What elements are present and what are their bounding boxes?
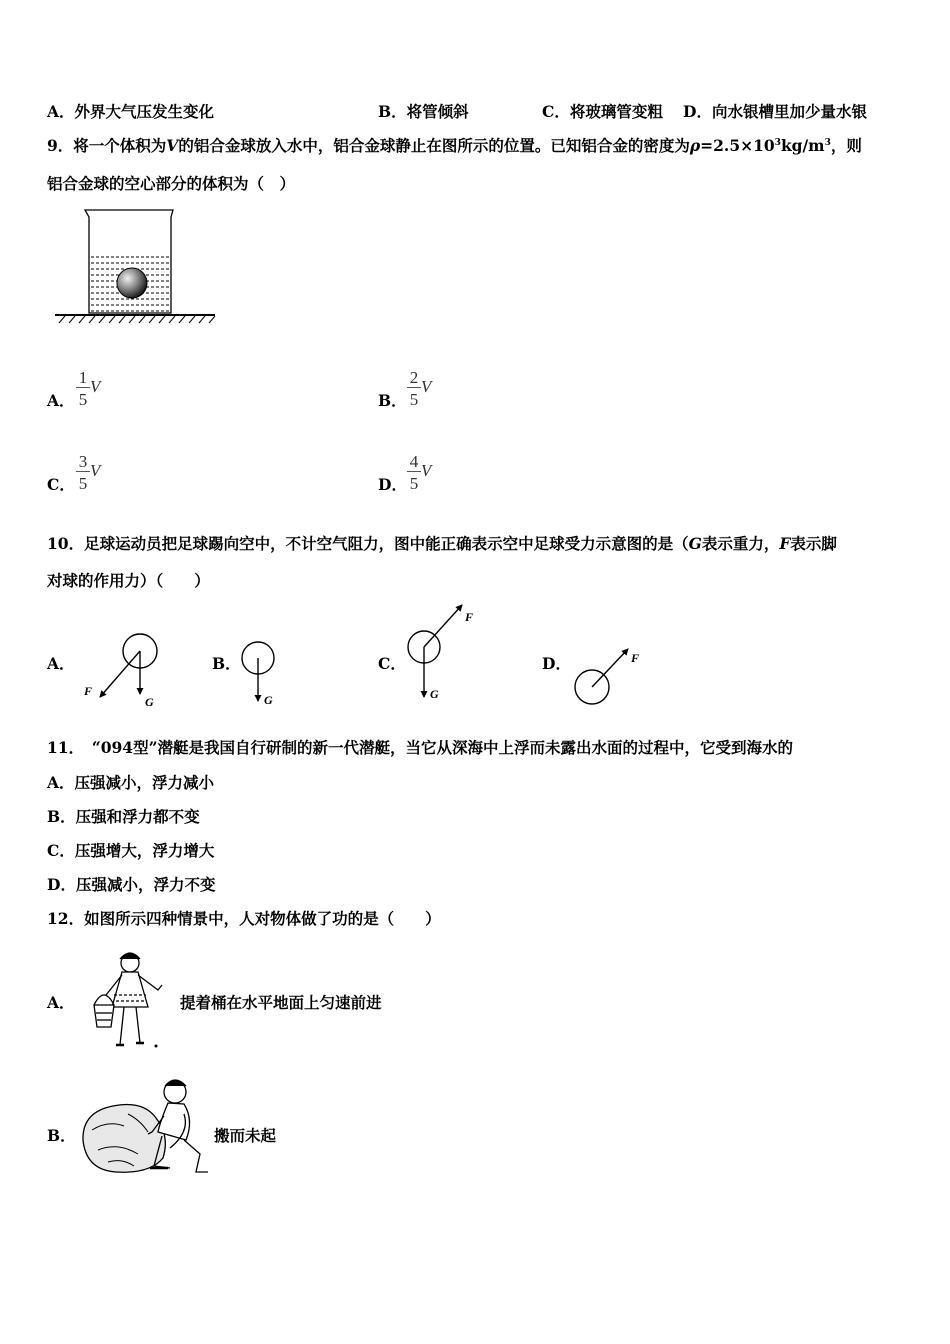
q8-option-a: A．外界大气压发生变化 <box>47 102 215 121</box>
variable: V <box>421 461 432 480</box>
label-f-c: F <box>465 610 474 624</box>
q11-option-a: A．压强减小，浮力减小 <box>47 773 215 792</box>
girl-carrying-bucket-figure <box>80 945 180 1055</box>
fraction-bar <box>407 387 421 388</box>
fraction-bar <box>407 471 421 472</box>
numerator: 1 <box>78 368 88 387</box>
q11-option-b: B．压强和浮力都不变 <box>47 807 200 826</box>
q9-option-b-letter: B． <box>378 391 407 410</box>
variable: V <box>90 377 101 396</box>
label-g-a: G <box>145 695 154 709</box>
label-g-c: G <box>430 687 439 701</box>
denominator: 5 <box>78 474 88 493</box>
q8-option-b: B．将管倾斜 <box>378 102 469 121</box>
q12-option-a-caption: 提着桶在水平地面上匀速前进 <box>180 993 382 1012</box>
variable: V <box>421 377 432 396</box>
denominator: 5 <box>409 474 419 493</box>
q9-stem-line2: 铝合金球的空心部分的体积为（ ） <box>47 174 296 193</box>
numerator: 2 <box>409 368 419 387</box>
q10-force-diagrams <box>60 600 760 715</box>
alloy-ball <box>117 268 147 298</box>
force-arrow-c <box>424 605 462 647</box>
q11-option-d: D．压强减小，浮力不变 <box>47 875 216 894</box>
q9-option-c-letter: C． <box>47 475 75 494</box>
force-arrow-a <box>100 651 140 697</box>
q9-option-d-letter: D． <box>378 475 407 494</box>
label-f-d: F <box>631 651 640 665</box>
q10-option-c-letter: C． <box>378 654 406 673</box>
q9-stem-line1: 9．将一个体积为V的铝合金球放入水中，铝合金球静止在图所示的位置。已知铝合金的密度为$\rho=2.5\times 10^3kg/m^3$，则 <box>47 136 862 155</box>
denominator: 5 <box>409 390 419 409</box>
boy-lifting-rock-figure <box>78 1070 213 1178</box>
q12-option-b-caption: 搬而未起 <box>214 1126 277 1145</box>
q12-option-a-letter: A． <box>47 993 75 1012</box>
q10-stem-line1: 10．足球运动员把足球踢向空中，不计空气阻力，图中能正确表示空中足球受力示意图的是（G表示重力，F表示脚 <box>47 534 837 553</box>
numerator: 3 <box>78 452 88 471</box>
label-g-b: G <box>264 693 273 707</box>
variable: V <box>90 461 101 480</box>
q10-option-d-letter: D． <box>542 654 571 673</box>
fraction-bar <box>76 387 90 388</box>
numerator: 4 <box>409 452 419 471</box>
label-f-a: F <box>84 684 93 698</box>
q11-option-c: C．压强增大，浮力增大 <box>47 841 215 860</box>
q9-option-a-letter: A． <box>47 391 75 410</box>
q10-stem-line2: 对球的作用力）（ ） <box>47 571 210 590</box>
denominator: 5 <box>78 390 88 409</box>
q12-option-b-letter: B． <box>47 1126 76 1145</box>
q8-option-d: D．向水银槽里加少量水银 <box>683 102 867 121</box>
q12-stem: 12．如图所示四种情景中，人对物体做了功的是（ ） <box>47 909 441 928</box>
beaker-figure <box>55 205 217 325</box>
q11-stem: 11． “094型”潜艇是我国自行研制的新一代潜艇，当它从深海中上浮而未露出水面的过程中，它受到海水的 <box>47 738 794 757</box>
force-arrow-d <box>592 649 628 687</box>
q10-option-b-letter: B． <box>212 654 241 673</box>
q10-option-a-letter: A． <box>47 654 75 673</box>
q8-option-c: C．将玻璃管变粗 <box>542 102 663 121</box>
fraction-bar <box>76 471 90 472</box>
